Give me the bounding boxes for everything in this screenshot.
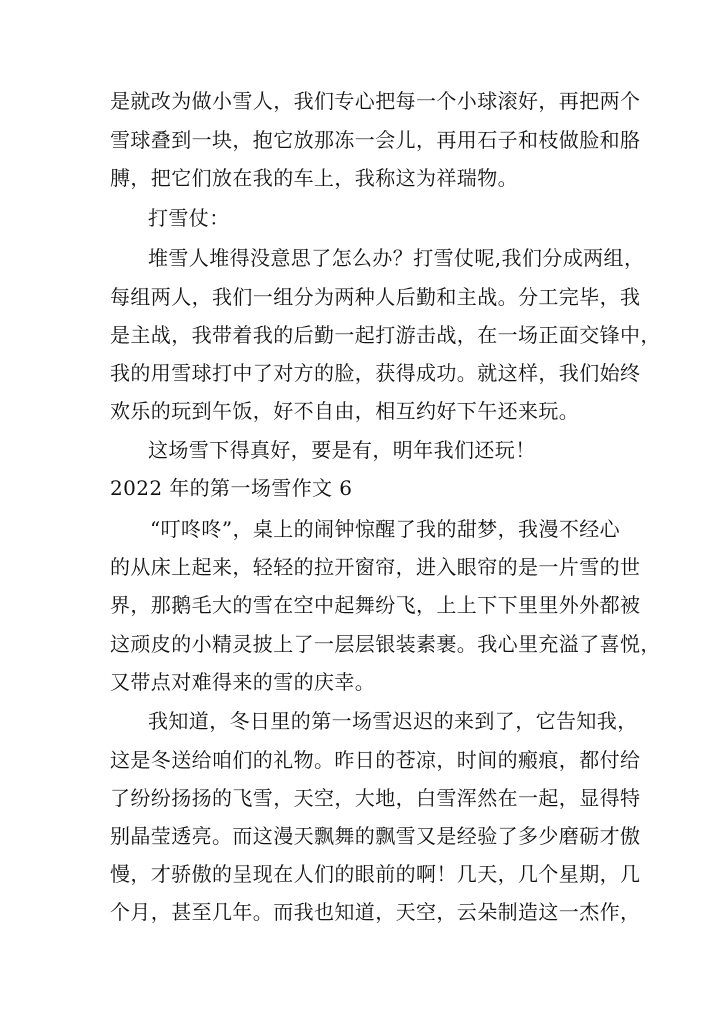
essay-heading: 2022 年的第一场雪作文 6 [110,476,353,500]
text-line: 膊，把它们放在我的车上，我称这为祥瑞物。 [110,166,518,190]
text-line: 堆雪人堆得没意思了怎么办？打雪仗呢,我们分成两组， [148,246,645,270]
text-line: 这场雪下得真好，要是有，明年我们还玩！ [148,438,536,462]
text-line: “叮咚咚”，桌上的闹钟惊醒了我的甜梦，我漫不经心 [150,517,621,541]
text-line: 这是冬送给咱们的礼物。昨日的苍凉，时间的瘢痕，都付给 [110,748,641,772]
text-line: 雪球叠到一块，抱它放那冻一会儿，再用石子和枝做脸和胳 [110,128,641,152]
text-line: 又带点对难得来的雪的庆幸。 [110,670,376,694]
text-line: 界，那鹅毛大的雪在空中起舞纷飞，上上下下里里外外都被 [110,593,641,617]
text-line: 的从床上起来，轻轻的拉开窗帘，进入眼帘的是一片雪的世 [110,555,641,579]
text-line: 慢，才骄傲的呈现在人们的眼前的啊！几天，几个星期，几 [110,862,641,886]
text-line: 个月，甚至几年。而我也知道，天空，云朵制造这一杰作， [110,900,641,924]
text-line: 是就改为做小雪人，我们专心把每一个小球滚好，再把两个 [110,89,641,113]
section-label: 打雪仗： [148,206,230,230]
text-line: 别晶莹透亮。而这漫天飘舞的飘雪又是经验了多少磨砺才傲 [110,824,641,848]
text-line: 了纷纷扬扬的飞雪，天空，大地，白雪浑然在一起，显得特 [110,786,641,810]
text-line: 这顽皮的小精灵披上了一层层银装素裹。我心里充溢了喜悦， [110,632,661,656]
text-line: 欢乐的玩到午饭，好不自由，相互约好下午还来玩。 [110,399,580,423]
text-line: 我知道，冬日里的第一场雪迟迟的来到了，它告知我， [148,709,638,733]
text-line: 我的用雪球打中了对方的脸，获得成功。就这样，我们始终 [110,361,641,385]
text-line: 每组两人，我们一组分为两种人后勤和主战。分工完毕，我 [110,285,641,309]
text-line: 是主战，我带着我的后勤一起打游击战，在一场正面交锋中， [110,323,661,347]
